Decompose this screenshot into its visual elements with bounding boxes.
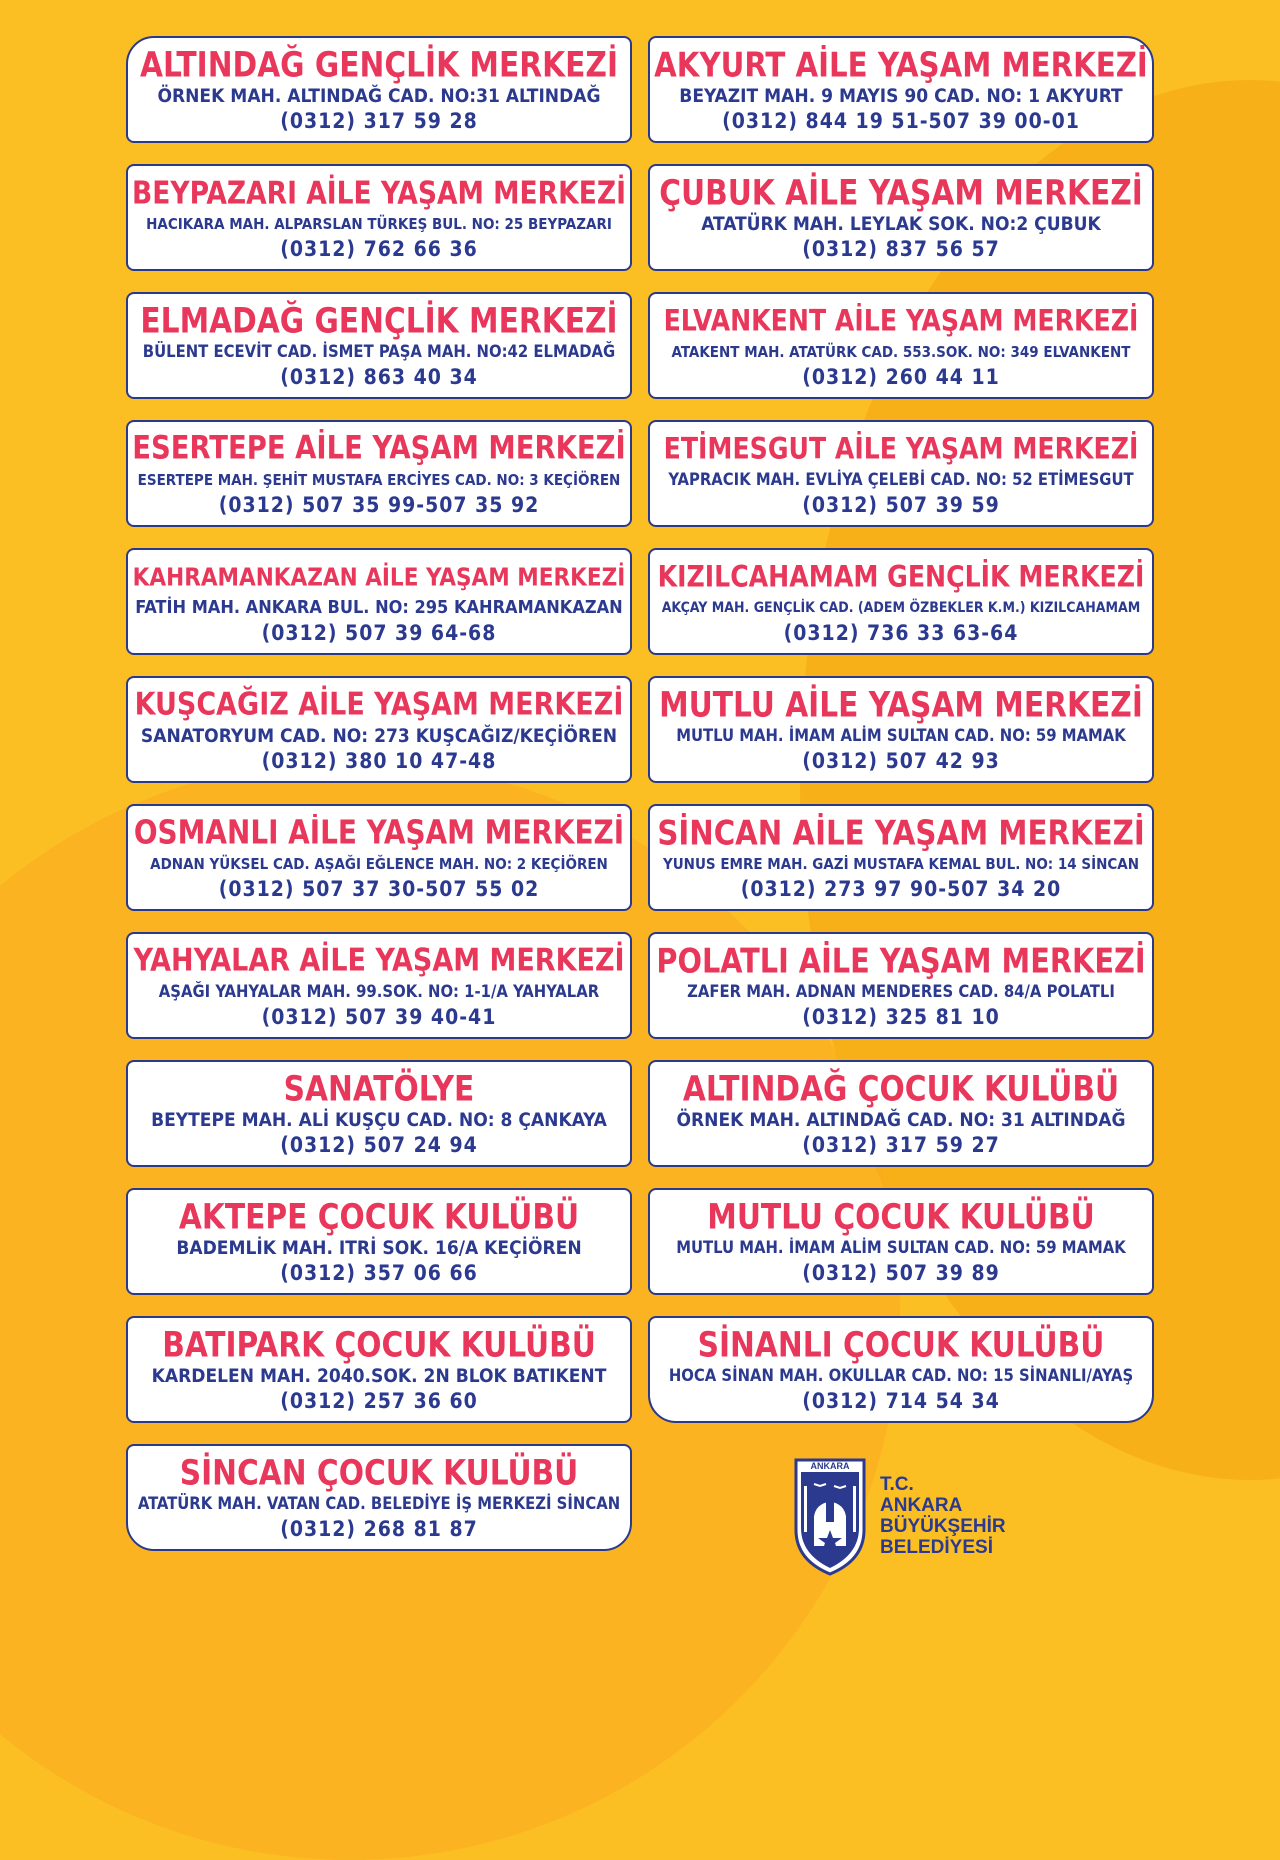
logo-line: BÜYÜKŞEHİR xyxy=(880,1516,1006,1537)
center-name: OSMANLI AİLE YAŞAM MERKEZİ xyxy=(133,813,625,852)
center-phone: (0312) 317 59 27 xyxy=(802,1132,1000,1157)
center-address: BEYTEPE MAH. ALİ KUŞÇU CAD. NO: 8 ÇANKAYA xyxy=(151,1108,607,1131)
center-card xyxy=(126,1316,632,1423)
center-phone: (0312) 317 59 28 xyxy=(280,108,478,133)
center-name: MUTLU ÇOCUK KULÜBÜ xyxy=(707,1195,1095,1237)
center-card xyxy=(126,1060,632,1167)
center-address: ÖRNEK MAH. ALTINDAĞ CAD. NO:31 ALTINDAĞ xyxy=(157,84,601,107)
center-phone: (0312) 507 37 30-507 55 02 xyxy=(218,876,540,901)
center-phone: (0312) 736 33 63-64 xyxy=(783,620,1019,645)
center-address: MUTLU MAH. İMAM ALİM SULTAN CAD. NO: 59 MAMAK xyxy=(676,1237,1126,1257)
ankara-emblem-icon xyxy=(792,1456,868,1576)
center-card xyxy=(648,164,1154,271)
center-card xyxy=(648,36,1154,143)
center-phone: (0312) 260 44 11 xyxy=(802,364,1000,389)
center-list xyxy=(126,36,1154,1551)
emblem-text: ANKARA xyxy=(810,1461,850,1471)
center-address: BEYAZIT MAH. 9 MAYIS 90 CAD. NO: 1 AKYURT xyxy=(679,84,1123,107)
center-name: KIZILCAHAMAM GENÇLİK MERKEZİ xyxy=(657,558,1145,594)
center-card xyxy=(648,1316,1154,1423)
center-name: ELVANKENT AİLE YAŞAM MERKEZİ xyxy=(663,302,1139,338)
center-name: YAHYALAR AİLE YAŞAM MERKEZİ xyxy=(133,941,625,979)
center-phone: (0312) 357 06 66 xyxy=(280,1260,478,1285)
center-card xyxy=(648,804,1154,911)
center-address: HOCA SİNAN MAH. OKULLAR CAD. NO: 15 SİNANLI/AYAŞ xyxy=(668,1365,1134,1385)
center-phone: (0312) 380 10 47-48 xyxy=(261,748,497,773)
center-name: POLATLI AİLE YAŞAM MERKEZİ xyxy=(656,940,1146,981)
center-name: ALTINDAĞ ÇOCUK KULÜBÜ xyxy=(682,1067,1120,1109)
center-name: SANATÖLYE xyxy=(283,1067,475,1109)
center-address: BÜLENT ECEVİT CAD. İSMET PAŞA MAH. NO:42 ELMADAĞ xyxy=(142,341,616,361)
center-address: ADNAN YÜKSEL CAD. AŞAĞI EĞLENCE MAH. NO: 2 KEÇİÖREN xyxy=(150,854,608,873)
center-phone: (0312) 714 54 34 xyxy=(802,1388,1000,1413)
center-phone: (0312) 257 36 60 xyxy=(280,1388,478,1413)
center-card xyxy=(126,36,632,143)
center-phone: (0312) 507 39 40-41 xyxy=(261,1004,497,1029)
center-phone: (0312) 863 40 34 xyxy=(280,364,478,389)
center-address: ESERTEPE MAH. ŞEHİT MUSTAFA ERCİYES CAD. NO: 3 KEÇİÖREN xyxy=(137,470,621,489)
center-address: MUTLU MAH. İMAM ALİM SULTAN CAD. NO: 59 MAMAK xyxy=(676,725,1126,745)
center-name: ÇUBUK AİLE YAŞAM MERKEZİ xyxy=(659,171,1143,213)
center-address: FATİH MAH. ANKARA BUL. NO: 295 KAHRAMANKAZAN xyxy=(135,596,623,618)
center-phone: (0312) 507 39 89 xyxy=(802,1260,1000,1285)
center-card xyxy=(648,1188,1154,1295)
center-phone: (0312) 837 56 57 xyxy=(802,236,1000,261)
center-name: SİNANLI ÇOCUK KULÜBÜ xyxy=(697,1323,1105,1365)
center-name: MUTLU AİLE YAŞAM MERKEZİ xyxy=(659,683,1143,725)
center-address: ATATÜRK MAH. VATAN CAD. BELEDİYE İŞ MERKEZİ SİNCAN xyxy=(137,1493,621,1513)
logo-line: BELEDİYESİ xyxy=(880,1537,993,1558)
center-address: AŞAĞI YAHYALAR MAH. 99.SOK. NO: 1-1/A YAHYALAR xyxy=(158,981,600,1001)
center-card xyxy=(126,804,632,911)
center-address: YUNUS EMRE MAH. GAZİ MUSTAFA KEMAL BUL. NO: 14 SİNCAN xyxy=(662,854,1140,873)
center-name: ETİMESGUT AİLE YAŞAM MERKEZİ xyxy=(663,430,1139,466)
center-card xyxy=(126,548,632,655)
center-address: ATATÜRK MAH. LEYLAK SOK. NO:2 ÇUBUK xyxy=(701,212,1101,235)
center-phone: (0312) 762 66 36 xyxy=(280,236,478,261)
center-card xyxy=(648,1060,1154,1167)
center-address: KARDELEN MAH. 2040.SOK. 2N BLOK BATIKENT xyxy=(151,1364,607,1387)
center-card xyxy=(126,292,632,399)
center-name: ALTINDAĞ GENÇLİK MERKEZİ xyxy=(139,43,619,85)
center-card xyxy=(126,420,632,527)
center-card xyxy=(648,292,1154,399)
center-phone: (0312) 507 24 94 xyxy=(280,1132,478,1157)
center-card xyxy=(126,932,632,1039)
center-name: SİNCAN AİLE YAŞAM MERKEZİ xyxy=(657,812,1145,853)
center-address: ZAFER MAH. ADNAN MENDERES CAD. 84/A POLATLI xyxy=(687,981,1115,1001)
center-address: HACIKARA MAH. ALPARSLAN TÜRKEŞ BUL. NO: 25 BEYPAZARI xyxy=(146,214,612,233)
center-phone: (0312) 507 42 93 xyxy=(802,748,1000,773)
center-name: KAHRAMANKAZAN AİLE YAŞAM MERKEZİ xyxy=(132,561,626,592)
center-phone: (0312) 507 35 99-507 35 92 xyxy=(218,492,540,517)
municipality-logo xyxy=(792,1456,1052,1576)
center-phone: (0312) 273 97 90-507 34 20 xyxy=(740,876,1062,901)
center-phone: (0312) 507 39 64-68 xyxy=(261,620,497,645)
center-card xyxy=(648,932,1154,1039)
center-phone: (0312) 844 19 51-507 39 00-01 xyxy=(722,108,1080,133)
center-name: BATIPARK ÇOCUK KULÜBÜ xyxy=(162,1323,596,1365)
center-card xyxy=(648,676,1154,783)
center-card xyxy=(126,1444,632,1551)
municipality-name xyxy=(880,1474,1006,1558)
center-name: BEYPAZARI AİLE YAŞAM MERKEZİ xyxy=(132,174,626,211)
center-address: ATAKENT MAH. ATATÜRK CAD. 553.SOK. NO: 349 ELVANKENT xyxy=(671,342,1131,361)
center-phone: (0312) 268 81 87 xyxy=(280,1516,478,1541)
center-address: SANATORYUM CAD. NO: 273 KUŞCAĞIZ/KEÇİÖREN xyxy=(140,724,618,747)
center-card xyxy=(648,548,1154,655)
center-name: AKYURT AİLE YAŞAM MERKEZİ xyxy=(654,44,1148,85)
center-address: ÖRNEK MAH. ALTINDAĞ CAD. NO: 31 ALTINDAĞ xyxy=(676,1108,1126,1131)
center-phone: (0312) 325 81 10 xyxy=(802,1004,1000,1029)
center-name: SİNCAN ÇOCUK KULÜBÜ xyxy=(179,1451,579,1493)
center-name: AKTEPE ÇOCUK KULÜBÜ xyxy=(178,1195,580,1237)
logo-line: ANKARA xyxy=(880,1495,963,1516)
logo-line: T.C. xyxy=(880,1474,914,1495)
center-card xyxy=(126,1188,632,1295)
center-phone: (0312) 507 39 59 xyxy=(802,492,1000,517)
center-address: AKÇAY MAH. GENÇLİK CAD. (ADEM ÖZBEKLER K.M.) KIZILCAHAMAM xyxy=(661,599,1141,616)
center-name: ESERTEPE AİLE YAŞAM MERKEZİ xyxy=(132,429,626,467)
center-name: ELMADAĞ GENÇLİK MERKEZİ xyxy=(140,299,618,341)
center-name: KUŞCAĞIZ AİLE YAŞAM MERKEZİ xyxy=(134,685,624,723)
center-address: YAPRACIK MAH. EVLİYA ÇELEBİ CAD. NO: 52 ETİMESGUT xyxy=(668,469,1134,489)
center-card xyxy=(126,164,632,271)
center-address: BADEMLİK MAH. ITRİ SOK. 16/A KEÇİÖREN xyxy=(176,1236,582,1259)
center-card xyxy=(126,676,632,783)
center-card xyxy=(648,420,1154,527)
